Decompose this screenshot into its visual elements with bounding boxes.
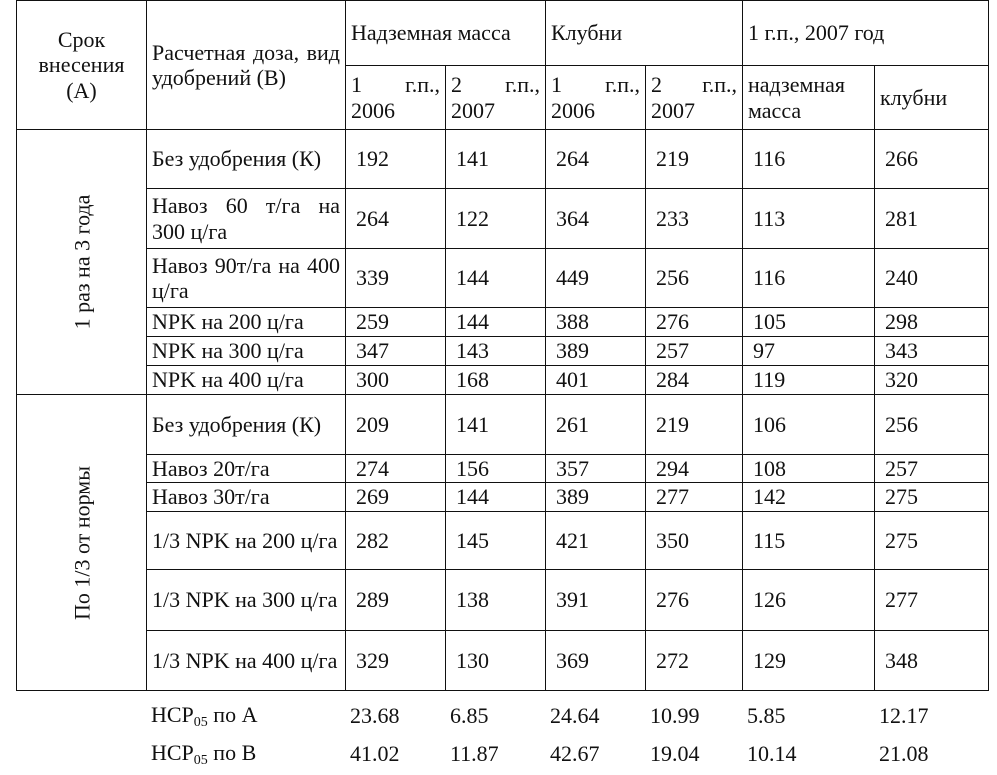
cell: 298	[875, 308, 989, 337]
cell: 108	[743, 455, 875, 483]
cell: 106	[743, 395, 875, 455]
cell: 105	[743, 308, 875, 337]
cell: 144	[446, 308, 546, 337]
header-period: Срок внесения (А)	[17, 1, 147, 130]
cell: 126	[743, 570, 875, 631]
footer-cell: 12.17	[879, 703, 929, 728]
row-name: Без удобрения (К)	[147, 395, 346, 455]
footer-cell: 21.08	[879, 741, 929, 766]
footer-cell: 11.87	[450, 741, 499, 766]
cell: 284	[646, 366, 743, 395]
cell: 347	[346, 337, 446, 366]
cell: 348	[875, 631, 989, 691]
cell: 257	[646, 337, 743, 366]
footer-cell: 41.02	[350, 741, 400, 766]
row-name: NPK на 300 ц/га	[147, 337, 346, 366]
header-dose: Расчетная доза, вид удобрений (В)	[147, 1, 346, 130]
subheader-y2-2007-tubers: 2 г.п., 2007	[646, 66, 743, 130]
row-name: Навоз 60 т/га на 300 ц/га	[147, 189, 346, 249]
footer-cell: 23.68	[350, 703, 400, 728]
cell: 275	[875, 512, 989, 570]
cell: 119	[743, 366, 875, 395]
cell: 141	[446, 395, 546, 455]
cell: 113	[743, 189, 875, 249]
cell: 449	[546, 249, 646, 308]
subheader-tubers: клубни	[875, 66, 989, 130]
group-label-once	[17, 130, 147, 395]
cell: 389	[546, 483, 646, 512]
cell: 259	[346, 308, 446, 337]
data-table	[16, 0, 989, 691]
cell: 261	[546, 395, 646, 455]
group-label-thirds	[17, 395, 147, 691]
cell: 144	[446, 249, 546, 308]
cell: 364	[546, 189, 646, 249]
cell: 219	[646, 130, 743, 189]
cell: 329	[346, 631, 446, 691]
row-name: Навоз 20т/га	[147, 455, 346, 483]
header-tubers: Клубни	[546, 1, 743, 66]
footer-cell: 19.04	[650, 741, 700, 766]
cell: 142	[743, 483, 875, 512]
row-name: NPK на 400 ц/га	[147, 366, 346, 395]
cell: 282	[346, 512, 446, 570]
cell: 256	[646, 249, 743, 308]
cell: 145	[446, 512, 546, 570]
cell: 116	[743, 130, 875, 189]
cell: 369	[546, 631, 646, 691]
cell: 192	[346, 130, 446, 189]
footer-cell: 6.85	[450, 703, 489, 728]
cell: 269	[346, 483, 446, 512]
row-name: 1/3 NPK на 200 ц/га	[147, 512, 346, 570]
cell: 233	[646, 189, 743, 249]
row-name: Без удобрения (К)	[147, 130, 346, 189]
footer-cell: 24.64	[550, 703, 600, 728]
cell: 421	[546, 512, 646, 570]
row-name: 1/3 NPK на 400 ц/га	[147, 631, 346, 691]
cell: 276	[646, 570, 743, 631]
footer-cell: 10.14	[747, 741, 797, 766]
cell: 300	[346, 366, 446, 395]
group-label-text: По 1/3 от нормы	[68, 465, 94, 620]
row-name: 1/3 NPK на 300 ц/га	[147, 570, 346, 631]
footer-cell: 5.85	[747, 703, 786, 728]
subheader-y1-2006-tubers: 1 г.п., 2006	[546, 66, 646, 130]
header-2007: 1 г.п., 2007 год	[743, 1, 989, 66]
cell: 256	[875, 395, 989, 455]
subheader-aboveground: надземная масса	[743, 66, 875, 130]
subheader-y1-2006: 1 г.п., 2006	[346, 66, 446, 130]
cell: 272	[646, 631, 743, 691]
group-label-text: 1 раз на 3 года	[68, 194, 94, 330]
cell: 320	[875, 366, 989, 395]
cell: 401	[546, 366, 646, 395]
cell: 115	[743, 512, 875, 570]
cell: 350	[646, 512, 743, 570]
cell: 389	[546, 337, 646, 366]
subheader-y2-2007: 2 г.п., 2007	[446, 66, 546, 130]
cell: 156	[446, 455, 546, 483]
cell: 219	[646, 395, 743, 455]
header-aboveground: Надземная масса	[346, 1, 546, 66]
cell: 343	[875, 337, 989, 366]
cell: 357	[546, 455, 646, 483]
cell: 122	[446, 189, 546, 249]
cell: 294	[646, 455, 743, 483]
cell: 391	[546, 570, 646, 631]
cell: 257	[875, 455, 989, 483]
cell: 264	[346, 189, 446, 249]
cell: 130	[446, 631, 546, 691]
cell: 138	[446, 570, 546, 631]
cell: 97	[743, 337, 875, 366]
cell: 274	[346, 455, 446, 483]
cell: 209	[346, 395, 446, 455]
cell: 264	[546, 130, 646, 189]
cell: 277	[875, 570, 989, 631]
cell: 168	[446, 366, 546, 395]
cell: 281	[875, 189, 989, 249]
cell: 388	[546, 308, 646, 337]
row-name: Навоз 30т/га	[147, 483, 346, 512]
footer-cell: 10.99	[650, 703, 700, 728]
cell: 240	[875, 249, 989, 308]
cell: 116	[743, 249, 875, 308]
cell: 129	[743, 631, 875, 691]
cell: 276	[646, 308, 743, 337]
footer-label-a: $НСР_{05}$ по А	[151, 701, 258, 730]
footer-label-b: $НСР_{05}$ по В	[151, 739, 257, 768]
row-name: Навоз 90т/га на 400 ц/га	[147, 249, 346, 308]
cell: 141	[446, 130, 546, 189]
cell: 266	[875, 130, 989, 189]
footer-table	[146, 697, 988, 773]
cell: 275	[875, 483, 989, 512]
row-name: NPK на 200 ц/га	[147, 308, 346, 337]
cell: 339	[346, 249, 446, 308]
cell: 277	[646, 483, 743, 512]
footer-cell: 42.67	[550, 741, 600, 766]
cell: 289	[346, 570, 446, 631]
cell: 143	[446, 337, 546, 366]
cell: 144	[446, 483, 546, 512]
